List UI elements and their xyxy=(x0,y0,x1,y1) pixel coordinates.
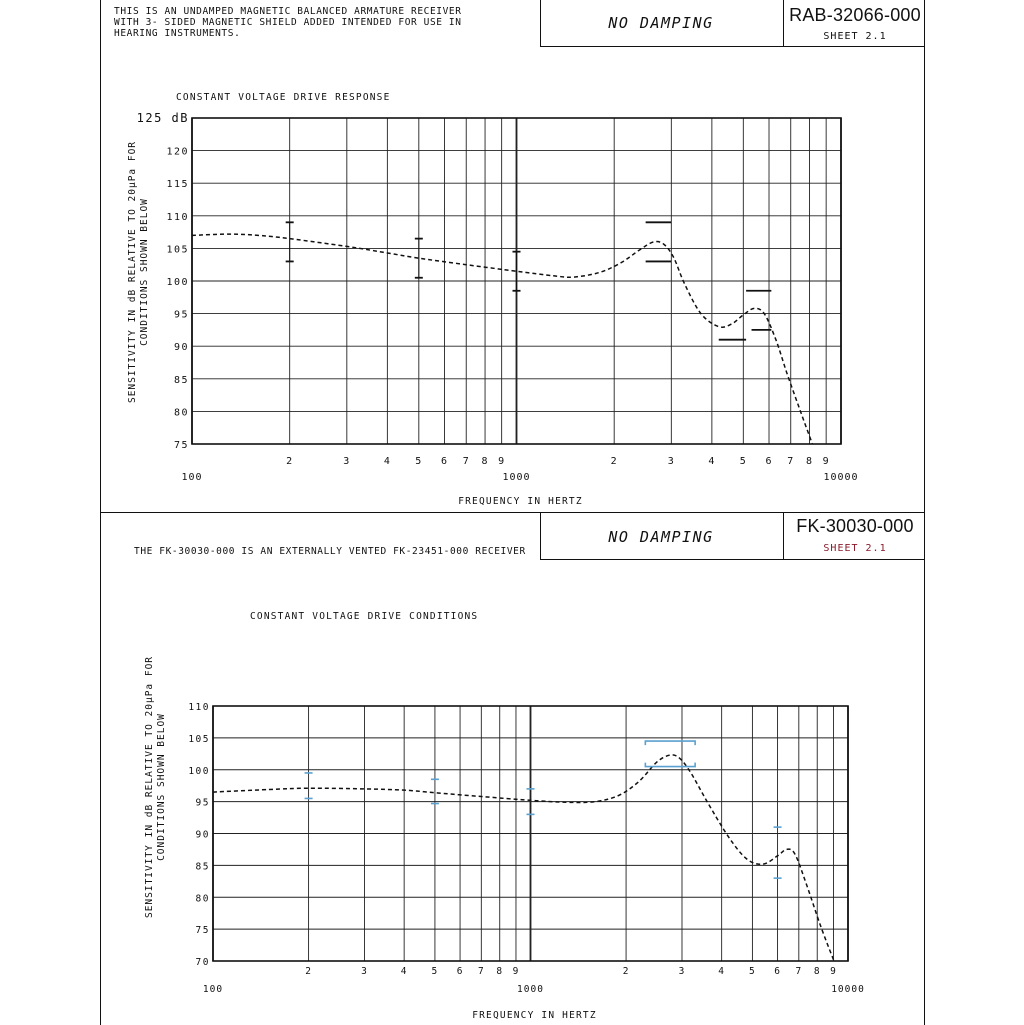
chart1-x-tick-label: 100 xyxy=(181,472,203,483)
chart1-y-tick-label: 115 xyxy=(166,179,189,191)
chart1-y-tick-label: 120 xyxy=(166,146,189,158)
chart1-x-tick-label: 2 xyxy=(610,456,618,467)
chart2-x-tick-label: 3 xyxy=(678,966,686,977)
chart1-x-tick-label: 7 xyxy=(462,456,470,467)
chart2-tolerance-lower-limit xyxy=(645,763,695,767)
chart2-y-axis-label: SENSITIVITY IN dB RELATIVE TO 20µPa FOR xyxy=(144,655,155,919)
chart1-x-tick-label: 3 xyxy=(343,456,351,467)
chart2-y-tick-label: 85 xyxy=(195,861,210,873)
chart2-y-tick-label: 110 xyxy=(188,702,210,713)
chart2-x-tick-label: 6 xyxy=(774,966,781,977)
chart1-y-tick-label: 95 xyxy=(173,309,189,321)
chart1-y-tick-label: 80 xyxy=(173,407,189,419)
chart2-x-tick-label: 100 xyxy=(202,984,224,995)
chart2-y-tick-label: 70 xyxy=(195,957,210,968)
chart2-x-tick-label: 7 xyxy=(477,966,485,977)
chart1-y-tick-label: 90 xyxy=(173,342,189,354)
chart2-y-tick-label: 75 xyxy=(195,925,210,937)
chart1-y-tick-label: 75 xyxy=(173,440,189,451)
document-number: RAB-32066-000 xyxy=(789,5,921,25)
chart2-x-tick-label: 1000 xyxy=(517,984,544,995)
document-number: FK-30030-000 xyxy=(796,516,914,536)
damping-condition: NO DAMPING xyxy=(608,14,714,32)
chart1-x-tick-label: 4 xyxy=(383,456,391,467)
chart2-x-tick-label: 7 xyxy=(795,966,803,977)
chart2-x-tick-label: 9 xyxy=(830,966,837,977)
chart1-x-tick-label: 5 xyxy=(739,456,747,467)
chart1-y-axis-label: SENSITIVITY IN dB RELATIVE TO 20µPa FOR xyxy=(127,140,138,404)
chart2-y-axis-label: CONDITIONS SHOWN BELOW xyxy=(156,713,167,861)
chart1-y-tick-label: 125 dB xyxy=(136,111,189,125)
chart1-y-tick-label: 110 xyxy=(166,211,189,223)
chart1-x-axis-label: FREQUENCY IN HERTZ xyxy=(458,496,583,507)
sheet-number: SHEET 2.1 xyxy=(823,31,887,42)
chart1-y-tick-label: 85 xyxy=(173,374,189,386)
chart1-x-tick-label: 6 xyxy=(440,456,449,467)
chart2-y-tick-label: 100 xyxy=(188,765,210,777)
receiver-description: THE FK-30030-000 IS AN EXTERNALLY VENTED FK-23451-000 RECEIVER xyxy=(134,546,526,557)
chart2-x-tick-label: 9 xyxy=(512,966,520,977)
chart2-x-tick-label: 8 xyxy=(496,966,504,977)
chart2-x-tick-label: 2 xyxy=(622,966,630,977)
chart1-x-tick-label: 5 xyxy=(415,456,423,467)
chart2-chart-title: CONSTANT VOLTAGE DRIVE CONDITIONS xyxy=(250,611,479,622)
chart2-x-tick-label: 8 xyxy=(813,966,821,977)
chart2-tolerance-upper-limit xyxy=(645,741,695,745)
chart2-y-tick-label: 105 xyxy=(188,733,210,745)
chart1-x-tick-label: 9 xyxy=(822,456,830,467)
chart1-y-tick-label: 105 xyxy=(166,244,189,256)
chart1-x-tick-label: 8 xyxy=(806,456,814,467)
chart2-y-tick-label: 90 xyxy=(195,829,210,841)
chart2-x-tick-label: 10000 xyxy=(831,984,865,995)
chart2-x-tick-label: 4 xyxy=(400,966,408,977)
receiver-description: THIS IS AN UNDAMPED MAGNETIC BALANCED ARMATURE RECEIVER WITH 3- SIDED MAGNETIC SHIELD ADDED INTENDED FOR USE IN HEARING INSTRUMENTS. xyxy=(114,6,462,39)
chart1-x-tick-label: 6 xyxy=(765,456,773,467)
chart1-x-tick-label: 3 xyxy=(667,456,675,467)
chart1-chart-title: CONSTANT VOLTAGE DRIVE RESPONSE xyxy=(176,92,391,103)
chart2-y-tick-label: 80 xyxy=(195,893,210,905)
chart2-x-tick-label: 5 xyxy=(431,966,439,977)
chart1-x-tick-label: 10000 xyxy=(823,472,859,483)
chart1-x-tick-label: 7 xyxy=(787,456,795,467)
chart1-x-tick-label: 2 xyxy=(286,456,294,467)
chart2-y-tick-label: 95 xyxy=(195,797,210,809)
chart1-y-tick-label: 100 xyxy=(166,277,189,288)
chart1-x-tick-label: 4 xyxy=(708,456,716,467)
chart1-series-response xyxy=(192,234,826,483)
chart2-x-tick-label: 4 xyxy=(718,966,726,977)
damping-condition: NO DAMPING xyxy=(608,528,714,546)
sheet-number: SHEET 2.1 xyxy=(823,543,887,554)
chart2-x-tick-label: 5 xyxy=(749,966,756,977)
chart2-x-tick-label: 2 xyxy=(305,966,312,977)
chart1-x-tick-label: 9 xyxy=(498,456,506,467)
chart1-x-tick-label: 8 xyxy=(481,456,489,467)
chart1-x-tick-label: 1000 xyxy=(502,472,531,483)
chart1-y-axis-label: CONDITIONS SHOWN BELOW xyxy=(139,198,150,346)
chart2-x-tick-label: 3 xyxy=(361,966,368,977)
chart2-x-axis-label: FREQUENCY IN HERTZ xyxy=(472,1010,597,1021)
chart2-x-tick-label: 6 xyxy=(456,966,464,977)
